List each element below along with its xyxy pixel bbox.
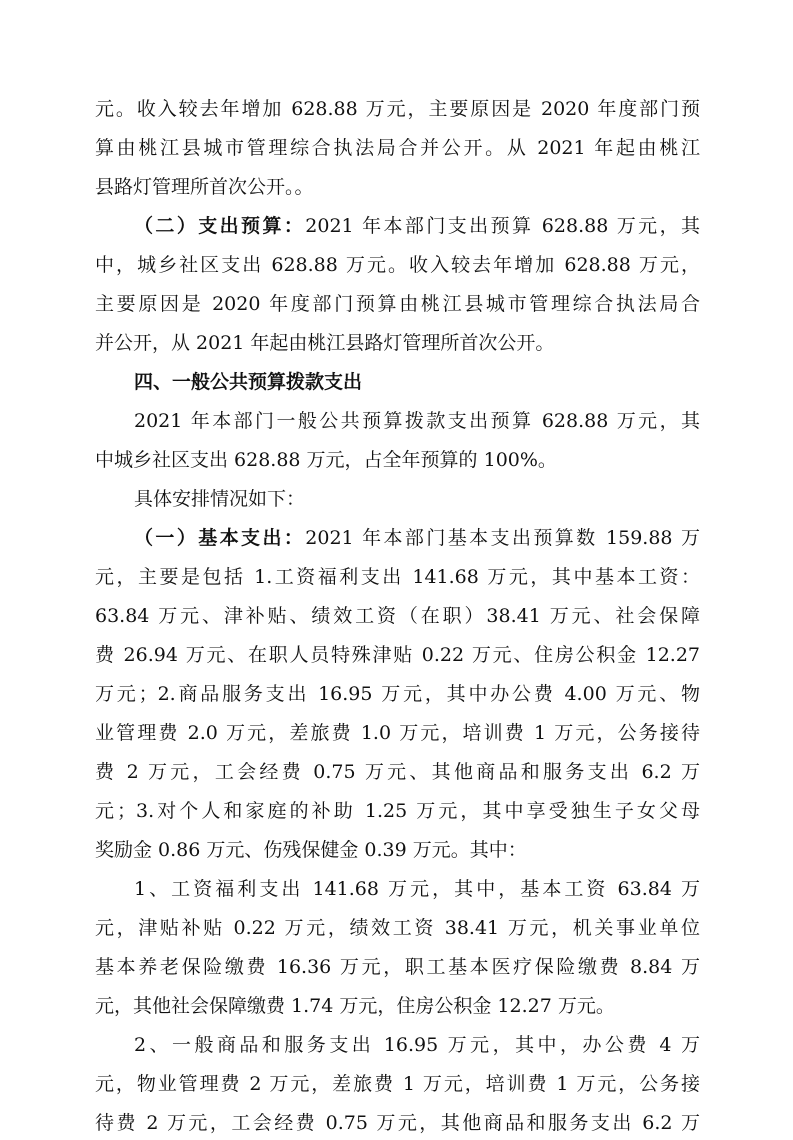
paragraph-5-line-8: 元；3.对个人和家庭的补助 1.25 万元，其中享受独生子女父母 [95,800,700,822]
paragraph-2-line-2: 中，城乡社区支出 628.88 万元。收入较去年增加 628.88 万元， [95,254,700,276]
expenditure-budget-heading: （二）支出预算： [134,215,306,237]
paragraph-6-line-1: 1、工资福利支出 141.68 万元，其中，基本工资 63.84 万 [134,878,700,900]
paragraph-7-line-1: 2、一般商品和服务支出 16.95 万元，其中，办公费 4 万 [134,1034,700,1056]
paragraph-2-line-3: 主要原因是 2020 年度部门预算由桃江县城市管理综合执法局合 [95,293,700,315]
paragraph-3-line-2: 中城乡社区支出 628.88 万元，占全年预算的 100%。 [95,449,557,471]
paragraph-1-line-2: 算由桃江县城市管理综合执法局合并公开。从 2021 年起由桃江 [95,137,700,159]
paragraph-2-line-4: 并公开，从 2021 年起由桃江县路灯管理所首次公开。 [95,332,555,354]
paragraph-2-line-1 [134,209,700,243]
paragraph-5-line-4: 费 26.94 万元、在职人员特殊津贴 0.22 万元、住房公积金 12.27 [95,644,700,666]
paragraph-2-line-1-text: 2021 年本部门支出预算 628.88 万元，其 [305,215,700,237]
paragraph-5-line-1 [134,521,700,555]
paragraph-5-line-5: 万元；2.商品服务支出 16.95 万元，其中办公费 4.00 万元、物 [95,683,700,705]
paragraph-5-line-6: 业管理费 2.0 万元，差旅费 1.0 万元，培训费 1 万元，公务接待 [95,722,700,744]
paragraph-5-line-1-text: 2021 年本部门基本支出预算数 159.88 万 [305,527,700,549]
basic-expenditure-heading: （一）基本支出： [134,527,306,549]
paragraph-6-line-4: 元，其他社会保障缴费 1.74 万元，住房公积金 12.27 万元。 [95,995,615,1017]
paragraph-6-line-2: 元，津贴补贴 0.22 万元，绩效工资 38.41 万元，机关事业单位 [95,917,700,939]
paragraph-5-line-7: 费 2 万元，工会经费 0.75 万元、其他商品和服务支出 6.2 万 [95,761,700,783]
paragraph-7-line-3: 待费 2 万元，工会经费 0.75 万元，其他商品和服务支出 6.2 万 [95,1112,700,1134]
paragraph-1-line-3: 县路灯管理所首次公开。。 [95,176,314,198]
paragraph-1-line-1: 元。收入较去年增加 628.88 万元，主要原因是 2020 年度部门预 [95,98,700,120]
paragraph-5-line-3: 63.84 万元、津补贴、绩效工资（在职）38.41 万元、社会保障 [95,605,700,627]
section-heading-4: 四、一般公共预算拨款支出 [134,371,363,393]
paragraph-7-line-2: 元，物业管理费 2 万元，差旅费 1 万元，培训费 1 万元，公务接 [95,1073,700,1095]
paragraph-6-line-3: 基本养老保险缴费 16.36 万元，职工基本医疗保险缴费 8.84 万 [95,956,700,978]
paragraph-3-line-1: 2021 年本部门一般公共预算拨款支出预算 628.88 万元，其 [134,410,700,432]
paragraph-5-line-9: 奖励金 0.86 万元、伤残保健金 0.39 万元。其中： [95,839,527,861]
paragraph-5-line-2: 元，主要是包括 1.工资福利支出 141.68 万元，其中基本工资： [95,566,700,588]
paragraph-4: 具体安排情况如下： [134,488,306,510]
